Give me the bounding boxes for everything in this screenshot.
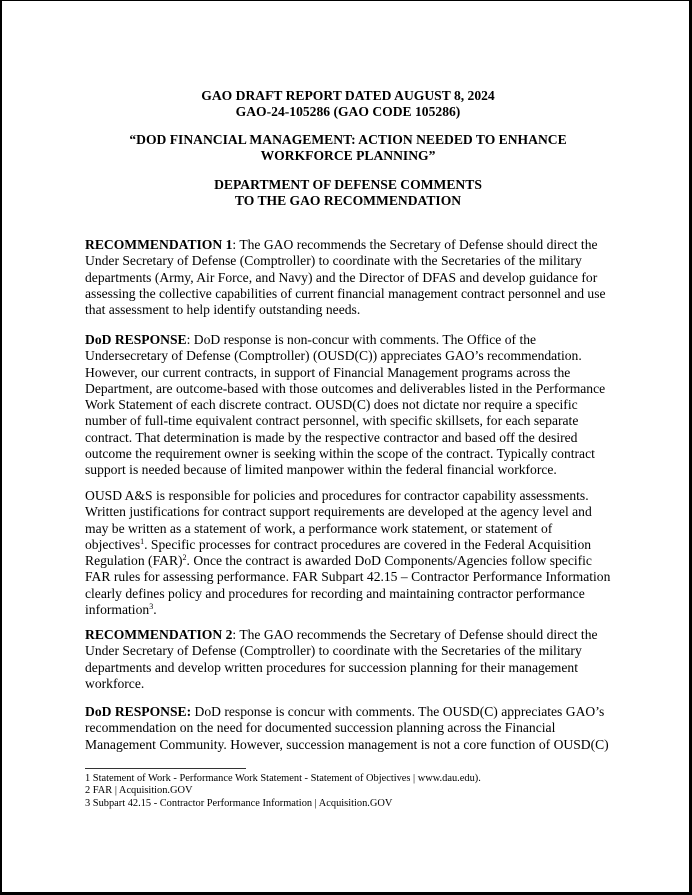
footnote-1: 1 Statement of Work - Performance Work Statement - Statement of Objectives | www.dau.edu).	[85, 773, 481, 784]
report-subtitle-line-2: TO THE GAO RECOMMENDATION	[234, 193, 462, 208]
report-subtitle-line-1: DEPARTMENT OF DEFENSE COMMENTS	[214, 177, 482, 192]
footnote-ref-3[interactable]: 3	[149, 602, 154, 612]
report-title-line-1: “DOD FINANCIAL MANAGEMENT: ACTION NEEDED TO ENHANCE	[129, 132, 567, 147]
response-2-paragraph: DoD RESPONSE: DoD response is concur with comments. The OUSD(C) appreciates GAO’s recommendation on the need for documented succession planning across the Financial Management Community. However, succession management is not a core function of OUSD(C)	[85, 704, 609, 752]
response-1-continued-paragraph: OUSD A&S is responsible for policies and procedures for contractor capability assessments. Written justifications for contract support requirements are developed at the agency level and may be written as a statement of work, a performance work statement, or statement of objectives$^1$. Specific processes for contract procedures are covered in the Federal Acquisition Regulation (FAR)$^2$. Once the contract is awarded DoD Components/Agencies follow specific FAR rules for assessing performance. FAR Subpart 42.15 – Contractor Performance Information clearly defines policy and procedures for recording and maintaining contractor performance information$^3$.	[85, 488, 611, 618]
report-title-line-2: WORKFORCE PLANNING”	[260, 148, 436, 163]
report-title	[2, 132, 692, 164]
response-1-label: DoD RESPONSE	[85, 332, 187, 347]
response-1-paragraph: DoD RESPONSE: DoD response is non-concur with comments. The Office of the Undersecretary of Defense (Comptroller) (OUSD(C)) appreciates GAO’s recommendation. However, our current contracts, in support of Financial Management programs across the Department, are outcome-based with those outcomes and deliverables listed in the Performance Work Statement of each discrete contract. OUSD(C) does not dictate nor require a specific number of full-time equivalent contract personnel, with specific skillsets, for each separate contract. That determination is made by the respective contractor and based off the desired outcome the requirement owner is seeking within the scope of the contract. Typically contract support is needed because of limited manpower within the federal financial workforce.	[85, 332, 606, 478]
footnotes	[85, 773, 481, 810]
recommendation-2-label: RECOMMENDATION 2	[85, 627, 233, 642]
recommendation-2-paragraph: RECOMMENDATION 2: The GAO recommends the Secretary of Defense should direct the Under Secretary of Defense (Comptroller) to coordinate with the Secretaries of the military departments and develop written procedures for succession planning for their management workforce.	[85, 627, 598, 691]
footnote-2: 2 FAR | Acquisition.GOV	[85, 785, 193, 797]
report-date-line: GAO DRAFT REPORT DATED AUGUST 8, 2024	[201, 88, 495, 103]
report-header	[2, 88, 692, 120]
response-2-label: DoD RESPONSE:	[85, 704, 192, 719]
report-code-line: GAO-24-105286 (GAO CODE 105286)	[235, 104, 461, 119]
footnote-ref-1[interactable]: 1	[140, 536, 145, 546]
footnote-separator	[85, 768, 246, 769]
footnote-ref-2[interactable]: 2	[182, 553, 187, 563]
recommendation-1-paragraph: RECOMMENDATION 1: The GAO recommends the Secretary of Defense should direct the Under Secretary of Defense (Comptroller) to coordinate with the Secretaries of the military departments (Army, Air Force, and Navy) and the Director of DFAS and develop guidance for assessing the collective capabilities of current financial management contract personnel and use that assessment to help identify outstanding needs.	[85, 237, 606, 318]
recommendation-1-label: RECOMMENDATION 1	[85, 237, 233, 252]
footnote-3: 3 Subpart 42.15 - Contractor Performance Information | Acquisition.GOV	[85, 797, 393, 809]
report-subtitle	[2, 177, 692, 209]
